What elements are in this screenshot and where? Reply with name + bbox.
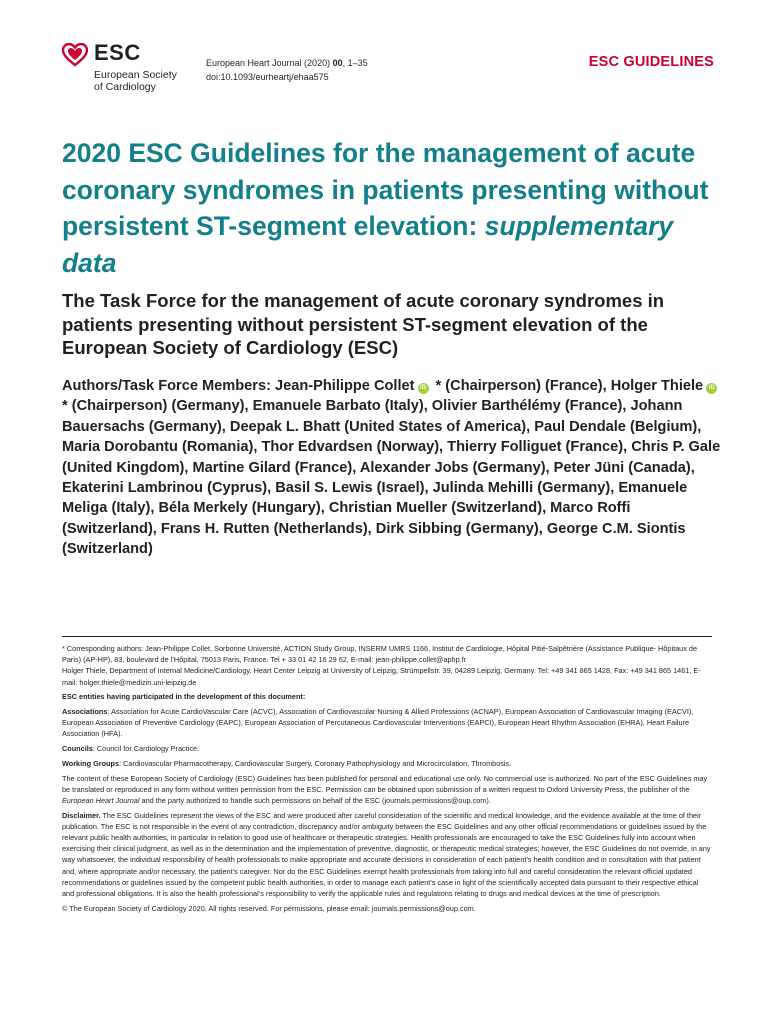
footnote-divider (62, 636, 712, 637)
councils-note (62, 743, 712, 754)
rights-notice: © The European Society of Cardiology 2020. All rights reserved. For permissions, please email: journals.permissions@oup.com. (62, 903, 476, 913)
author-chair-2: Holger Thiele (610, 378, 704, 394)
page-title (62, 135, 722, 281)
councils-text: : Council for Cardiology Practice. (92, 744, 200, 754)
working-groups-label: Working Groups (62, 758, 120, 768)
corresponding-author-2: Holger Thiele, Department of Internal Medicine/Cardiology, Heart Center Leipzig at University of Leipzig, Strümpellstr. 39, 04289 Leipzig, Germany. Tel: +49 341 865 1428, Fax: +49 341 865 1461, E-mail: holger.thiele@medizin.uni-leipzig.de (62, 666, 701, 687)
entities-heading: ESC entities having participated in the development of this document: (62, 692, 306, 702)
doi-link[interactable]: doi:10.1093/eurheartj/ehaa575 (206, 72, 329, 82)
corresponding-author-1: * Corresponding authors: Jean-Philippe Collet, Sorbonne Université, ACTION Study Group, INSERM UMRS 1166, Institut de Cardiologie, Hôpital Pitié-Salpêtrière (Assistance Publique- Hôpitaux de Paris) (AP-HP), 83, boulevard de l’Hôpital, 75013 Paris, France. Tel + 33 01 42 16 29 62, E-mail: jean-philippe.collet@aphp.fr (62, 644, 698, 665)
author-list (62, 376, 722, 560)
orcid-icon[interactable]: iD (418, 383, 429, 394)
disclaimer-label: Disclaimer. (62, 810, 101, 820)
esc-guidelines-label: ESC GUIDELINES (588, 54, 714, 70)
journal-name: European Heart Journal (2020) (206, 58, 331, 68)
task-force-subtitle: The Task Force for the management of acute coronary syndromes in patients presenting without persistent ST-segment elevation of the European Society of Cardiology (ESC) (62, 290, 665, 358)
logo-subtitle (94, 69, 177, 93)
copyright-pre: The content of these European Society of Cardiology (ESC) Guidelines has been published for personal and educational use only. No commercial use is authorized. No part of the ESC Guidelines may be translated or reproduced in any form without written permission from the ESC. Permission can be obtained upon submission of a written request to Oxford University Press, the publisher of the (62, 773, 708, 794)
logo-wordmark: ESC (94, 40, 141, 65)
journal-volume: 00 (332, 58, 343, 68)
associations-note (62, 706, 712, 740)
esc-logo (62, 40, 182, 96)
journal-citation (206, 56, 368, 70)
heart-icon (62, 43, 88, 67)
title-emphasis: supplementary data (62, 211, 674, 278)
associations-text: : Association for Acute CardioVascular Care (ACVC), Association of Cardiovascular Nursing & Allied Professions (ACNAP), European Association of Cardiovascular Imaging (EACVI), European Association of Preventive Cardiology (EAPC), European Association of Percutaneous Cardiovascular Interventions (EAPCI), European Heart Rhythm Association (EHRA), Heart Failure Association (HFA). (62, 707, 694, 739)
author-chair-1-role: * (Chairperson) (France), (431, 378, 611, 394)
orcid-icon[interactable]: iD (706, 383, 717, 394)
copyright-notice (62, 773, 712, 807)
logo-subtitle-line1: European Society (94, 69, 177, 81)
councils-label: Councils (62, 744, 93, 754)
author-members: Emanuele Barbato (Italy), Olivier Barthélémy (France), Johann Bauersachs (Germany), Deepak L. Bhatt (United States of America), Paul Dendale (Belgium), Maria Dorobantu (Romania), Thor Edvardsen (Norway), Thierry Folliguet (France), Chris P. Gale (United Kingdom), Martine Gilard (France), Alexander Jobs (Germany), Peter Jüni (Canada), Ekaterini Lambrinou (Cyprus), Basil S. Lewis (Israel), Julinda Mehilli (Germany), Emanuele Meliga (Italy), Béla Merkely (Hungary), Christian Mueller (Switzerland), Marco Roffi (Switzerland), Frans H. Rutten (Netherlands), Dirk Sibbing (Germany), George C.M. Siontis (Switzerland) (62, 398, 721, 558)
page-header (62, 40, 714, 100)
journal-reference (206, 56, 368, 84)
footnotes (62, 643, 712, 917)
authors-label: Authors/Task Force Members: (62, 378, 276, 394)
author-chair-2-role: * (Chairperson) (Germany), (62, 398, 253, 415)
copyright-post: and the party authorized to handle such permissions on behalf of the ESC (journals.permissions@oup.com). (139, 795, 491, 805)
logo-subtitle-line2: of Cardiology (94, 81, 156, 93)
working-groups-note (62, 758, 712, 769)
disclaimer-note (62, 810, 712, 900)
author-chair-1: Jean-Philippe Collet (275, 378, 415, 394)
title-main: 2020 ESC Guidelines for the management of acute coronary syndromes in patients presenting without persistent ST-segment elevation: (62, 138, 709, 241)
disclaimer-text: The ESC Guidelines represent the views of the ESC and were produced after careful consideration of the scientific and medical knowledge, and the evidence available at the time of their publication. The ESC is not responsible in the event of any contradiction, discrepancy and/or ambiguity between the ESC Guidelines and any other official recommendations or guidelines issued by the relevant public health authorities, in particular in relation to good use of healthcare or therapeutic strategies. Health professionals are encouraged to take the ESC Guidelines fully into account when exercising their clinical judgment, as well as in the determination and the implementation of preventive, diagnostic, or therapeutic medical strategies; however, the ESC Guidelines do not override, in any way whatsoever, the individual responsibility of health professionals to make appropriate and accurate decisions in consideration of each patient’s health condition and in consultation with that patient and, where appropriate and/or necessary, the patient’s caregiver. Nor do the ESC Guidelines exempt health professionals from taking into full and careful consideration the relevant official updated recommendations or guidelines issued by the competent public health authorities, in order to manage each patient’s case in light of the scientifically accepted data pursuant to their respective ethical and professional obligations. It is also the health professional’s responsibility to verify the applicable rules and regulations relating to drugs and medical devices at the time of prescription. (62, 810, 711, 899)
footnote-corresponding (62, 643, 712, 688)
copyright-journal: European Heart Journal (62, 795, 140, 805)
working-groups-text: : Cardiovascular Pharmacotherapy, Cardiovascular Surgery, Coronary Pathophysiology and Microcirculation, Thrombosis. (119, 758, 512, 768)
journal-pages: , 1–35 (342, 58, 368, 68)
associations-label: Associations (62, 707, 108, 717)
